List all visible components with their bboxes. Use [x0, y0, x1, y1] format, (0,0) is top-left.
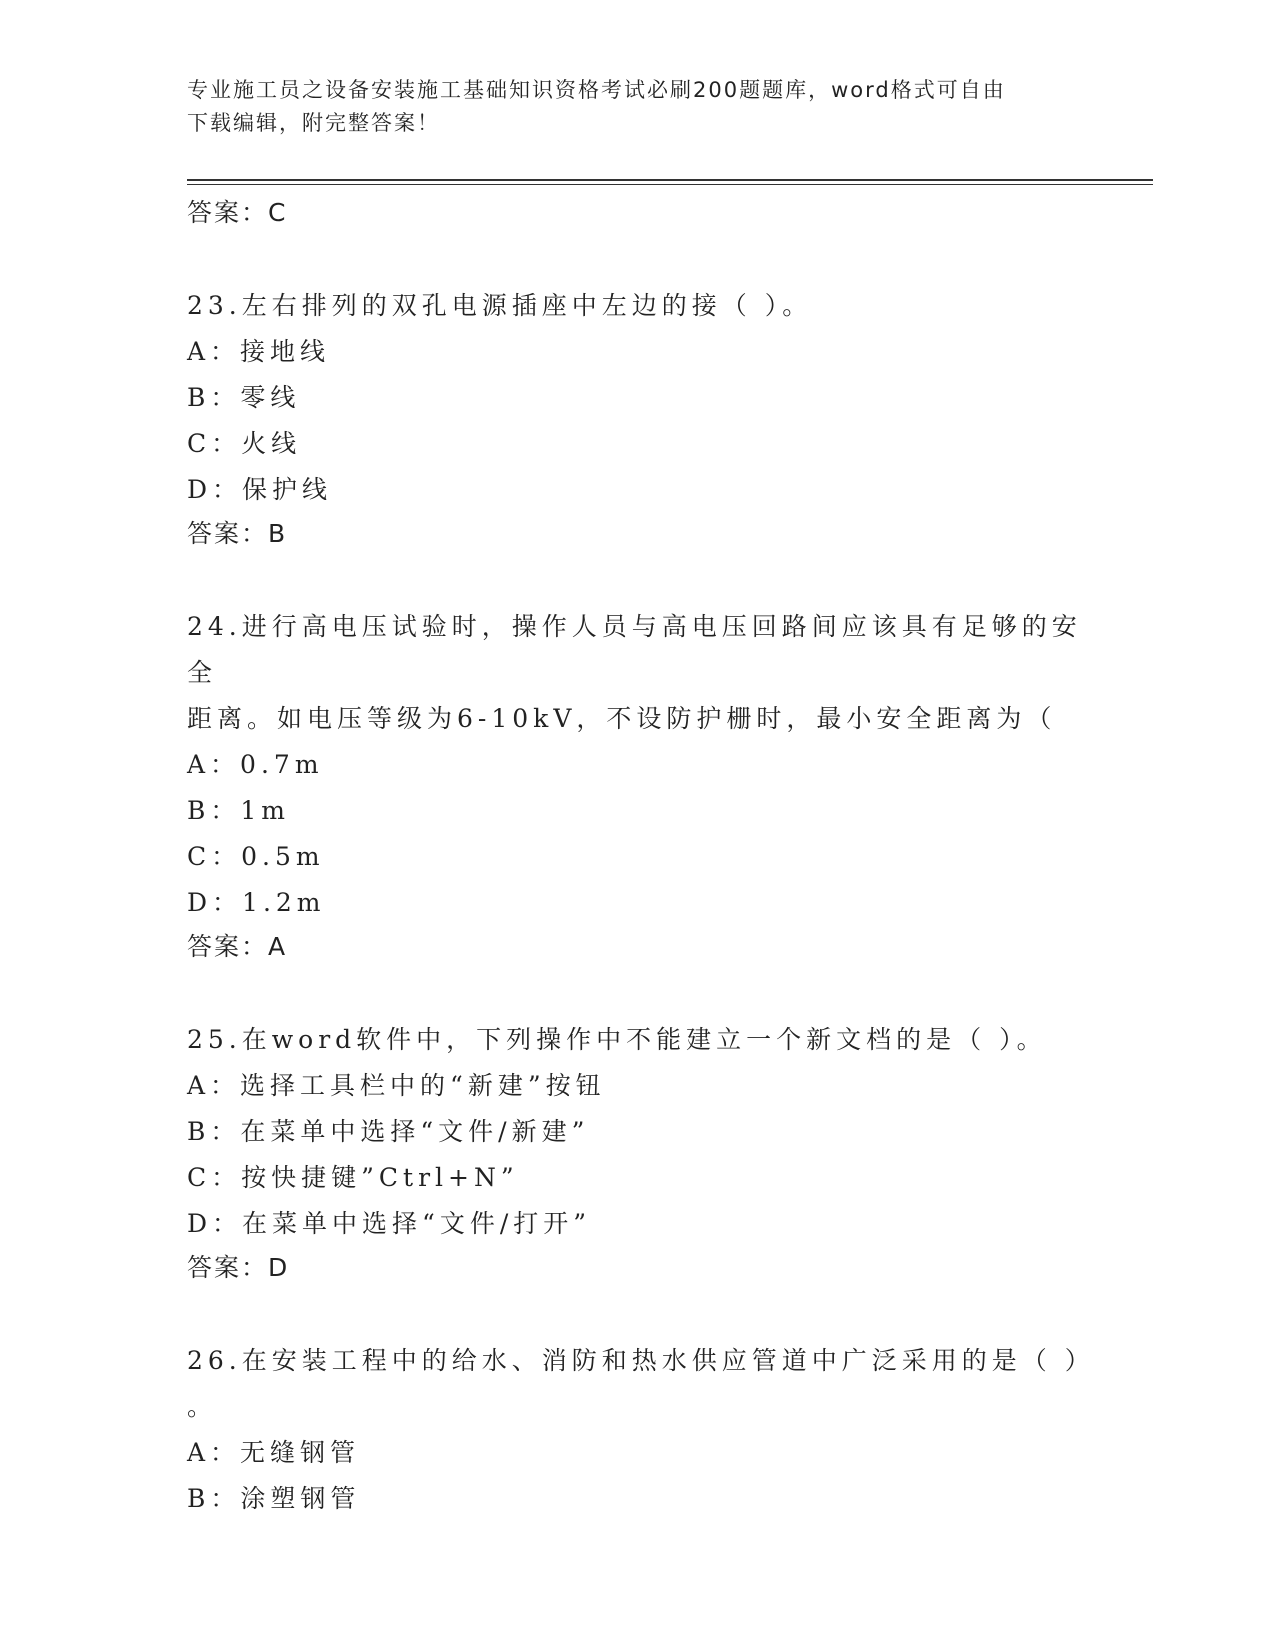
header-rule-thick: [187, 179, 1153, 181]
question-list: [187, 192, 1095, 1522]
option-b: B：在菜单中选择“文件/新建”: [187, 1117, 590, 1146]
answer-line: 答案：B: [187, 519, 288, 548]
question-25: [187, 1017, 1087, 1289]
option-c: C：0.5m: [187, 842, 325, 871]
option-b: B：1m: [187, 796, 290, 825]
answer-line: 答案：D: [187, 1253, 290, 1282]
option-d: D：保护线: [187, 475, 333, 504]
option-a: A：0.7m: [187, 750, 324, 779]
question-stem-line-2: 。: [187, 1392, 218, 1421]
option-a: A：接地线: [187, 337, 331, 366]
header-line-2: 下载编辑，附完整答案！: [187, 111, 440, 135]
option-a: A：选择工具栏中的“新建”按钮: [187, 1071, 606, 1100]
question-stem-line-1: 26.在安装工程中的给水、消防和热水供应管道中广泛采用的是（ ）: [187, 1346, 1095, 1375]
option-a: A：无缝钢管: [187, 1438, 361, 1467]
option-b: B：涂塑钢管: [187, 1484, 361, 1513]
option-c: C：按快捷键”Ctrl+N”: [187, 1163, 519, 1192]
question-26: [187, 1338, 1095, 1522]
header-line-1: 专业施工员之设备安装施工基础知识资格考试必刷200题题库，word格式可自由: [187, 78, 1006, 102]
answer-line: 答案：A: [187, 932, 288, 961]
document-header: [187, 74, 1087, 140]
question-stem: 25.在word软件中，下列操作中不能建立一个新文档的是（ ）。: [187, 1025, 1047, 1054]
question-stem-line-2: 距离。如电压等级为6-10kV，不设防护栅时，最小安全距离为（: [187, 704, 1057, 733]
answer-line-prev: 答案：C: [187, 198, 288, 227]
option-d: D：在菜单中选择“文件/打开”: [187, 1209, 592, 1238]
option-c: C：火线: [187, 429, 302, 458]
question-stem-line-1: 24.进行高电压试验时，操作人员与高电压回路间应该具有足够的安全: [187, 612, 1082, 687]
header-rule-thin: [187, 184, 1153, 185]
option-d: D：1.2m: [187, 888, 326, 917]
option-b: B：零线: [187, 383, 301, 412]
question-stem: 23.左右排列的双孔电源插座中左边的接（ ）。: [187, 291, 813, 320]
question-23: [187, 283, 1087, 555]
question-24: [187, 604, 1087, 968]
